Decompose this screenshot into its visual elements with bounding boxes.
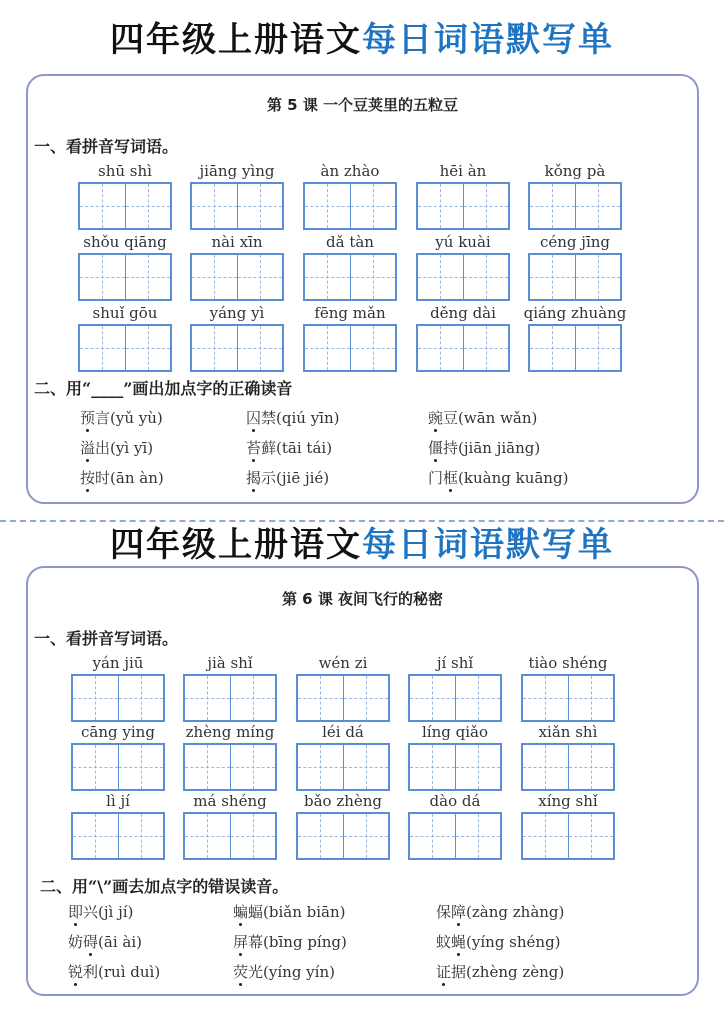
tianzige-grid[interactable] bbox=[296, 812, 390, 860]
tianzige-grid[interactable] bbox=[71, 812, 165, 860]
tianzige-grid[interactable] bbox=[408, 812, 502, 860]
tianzige-grid[interactable] bbox=[183, 674, 277, 722]
tianzige-grid[interactable] bbox=[416, 182, 510, 230]
pronunciation-choice[interactable]: 僵持(jiān jiāng) bbox=[428, 439, 541, 457]
tianzige-grid[interactable] bbox=[183, 743, 277, 791]
pronunciation-choice[interactable]: 溢出(yì yī) bbox=[80, 439, 154, 457]
lesson-card: 第 6 课 夜间飞行的秘密 一、看拼音写词语。 yán jiū jià shǐ wén zi jí shǐ tiào shéng cāng ying zhèng míng léi dá líng qiǎo xiǎn shì lì jí má shéng bǎo zhèng dào dá xíng shǐ 二、用“\”画去加点字的错误读音。 即兴(jì jí) 蝙蝠(biǎn biān) 保障(zàng zhàng) 妨碍(āi ài) 屏幕(bīng píng) 蚊蝇(yíng shéng) 锐利(ruì duì) 荧光(yíng yín) 证据(zhèng zèng) bbox=[26, 566, 699, 996]
pronunciation-choice[interactable]: 保障(zàng zhàng) bbox=[436, 903, 565, 921]
worksheet-title: 四年级上册语文每日词语默写单 bbox=[110, 20, 614, 60]
pronunciation-choice[interactable]: 囚禁(qiú yīn) bbox=[246, 409, 340, 427]
tianzige-grid[interactable] bbox=[296, 743, 390, 791]
tianzige-grid[interactable] bbox=[521, 743, 615, 791]
tianzige-grid[interactable] bbox=[416, 324, 510, 372]
tianzige-grid[interactable] bbox=[303, 182, 397, 230]
section-pinyin-title: 一、看拼音写词语。 bbox=[34, 137, 179, 156]
pronunciation-choice[interactable]: 妨碍(āi ài) bbox=[68, 933, 142, 951]
tianzige-grid[interactable] bbox=[78, 253, 172, 301]
pronunciation-choice[interactable]: 锐利(ruì duì) bbox=[68, 963, 161, 981]
tianzige-grid[interactable] bbox=[303, 324, 397, 372]
pronunciation-choice[interactable]: 豌豆(wān wǎn) bbox=[428, 409, 538, 427]
tianzige-grid[interactable] bbox=[408, 674, 502, 722]
lesson-card: 第 5 课 一个豆荚里的五粒豆 一、看拼音写词语。 shū shì jiāng yìng àn zhào hēi àn kǒng pà shǒu qiāng nài xīn dǎ tàn yú kuài céng jīng shuǐ gōu yáng yì fēng mǎn děng dài qiáng zhuàng 二、用“____”画出加点字的正确读音 预言(yǔ yù) 囚禁(qiú yīn) 豌豆(wān wǎn) 溢出(yì yī) 苔藓(tāi tái) 僵持(jiān jiāng) 按时(ān àn) 揭示(jiē jié) 门框(kuàng kuāng) bbox=[26, 74, 699, 504]
pronunciation-choice[interactable]: 证据(zhèng zèng) bbox=[436, 963, 565, 981]
section-pronunciation-title: 二、用“\”画去加点字的错误读音。 bbox=[40, 877, 289, 896]
pronunciation-choice[interactable]: 荧光(yíng yín) bbox=[233, 963, 335, 981]
tianzige-grid[interactable] bbox=[408, 743, 502, 791]
tianzige-grid[interactable] bbox=[190, 253, 284, 301]
tianzige-grid[interactable] bbox=[528, 182, 622, 230]
pronunciation-choice[interactable]: 门框(kuàng kuāng) bbox=[428, 469, 569, 487]
tianzige-grid[interactable] bbox=[71, 674, 165, 722]
worksheet-title: 四年级上册语文每日词语默写单 bbox=[110, 525, 614, 565]
tianzige-grid[interactable] bbox=[78, 324, 172, 372]
lesson-title: 第 5 课 一个豆荚里的五粒豆 bbox=[266, 96, 459, 114]
pronunciation-choice[interactable]: 揭示(jiē jié) bbox=[246, 469, 330, 487]
tianzige-grid[interactable] bbox=[528, 324, 622, 372]
pronunciation-choice[interactable]: 预言(yǔ yù) bbox=[80, 409, 163, 427]
section-pinyin-title: 一、看拼音写词语。 bbox=[34, 629, 179, 648]
tianzige-grid[interactable] bbox=[71, 743, 165, 791]
tianzige-grid[interactable] bbox=[521, 674, 615, 722]
tianzige-grid[interactable] bbox=[78, 182, 172, 230]
pronunciation-choice[interactable]: 屏幕(bīng píng) bbox=[233, 933, 347, 951]
tianzige-grid[interactable] bbox=[303, 253, 397, 301]
cut-line-divider bbox=[0, 520, 724, 522]
pronunciation-choice[interactable]: 蝙蝠(biǎn biān) bbox=[233, 903, 346, 921]
tianzige-grid[interactable] bbox=[190, 182, 284, 230]
pronunciation-choice[interactable]: 即兴(jì jí) bbox=[68, 903, 134, 921]
tianzige-grid[interactable] bbox=[528, 253, 622, 301]
section-pronunciation-title: 二、用“____”画出加点字的正确读音 bbox=[34, 379, 293, 398]
tianzige-grid[interactable] bbox=[190, 324, 284, 372]
tianzige-grid[interactable] bbox=[296, 674, 390, 722]
tianzige-grid[interactable] bbox=[416, 253, 510, 301]
pronunciation-choice[interactable]: 苔藓(tāi tái) bbox=[246, 439, 333, 457]
tianzige-grid[interactable] bbox=[183, 812, 277, 860]
tianzige-grid[interactable] bbox=[521, 812, 615, 860]
lesson-title: 第 6 课 夜间飞行的秘密 bbox=[281, 590, 444, 608]
pronunciation-choice[interactable]: 蚊蝇(yíng shéng) bbox=[436, 933, 561, 951]
pronunciation-choice[interactable]: 按时(ān àn) bbox=[80, 469, 164, 487]
